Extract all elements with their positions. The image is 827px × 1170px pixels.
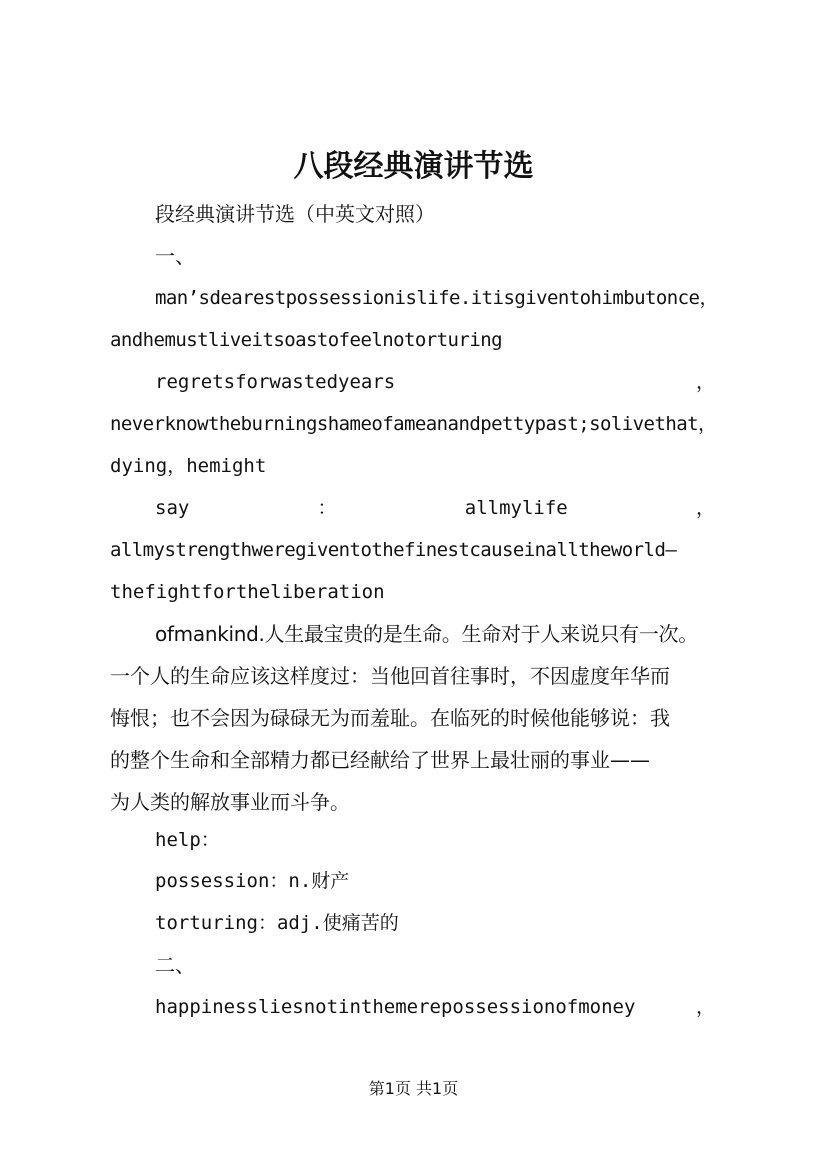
section-1-comma: ， [695,497,715,519]
section-1-number: 一、 [155,244,195,268]
section-1-en-line-5: dying，hemight [110,455,267,477]
subtitle: 段经典演讲节选（中英文对照） [155,202,435,226]
section-1-en-line-7: allmystrengthweregiventothefinestcauseinalltheworld— [110,539,677,561]
section-1-en-line-2: andhemustliveitsoastofeelnotorturing [110,329,503,351]
help-label: help： [155,829,220,851]
section-1-zh-line-3: 的整个生命和全部精力都已经献给了世界上最壮丽的事业—— [110,748,650,772]
section-1-en-line-4: neverknowtheburningshameofameanandpettypast;solivethat， [110,413,717,435]
section-1-colon: ： [317,497,337,519]
section-1-mixed-line: ofmankind.人生最宝贵的是生命。生命对于人来说只有一次。 [155,622,698,646]
page-footer: 第1页 共1页 [368,1079,459,1098]
section-2-en-line-1-text: happinessliesnotinthemerepossessionofmoney [155,996,636,1018]
vocab-torturing: torturing：adj.使痛苦的 [155,912,399,934]
section-1-en-line-3 [155,367,715,397]
section-1-en-line-8: thefightfortheliberation [110,581,385,603]
section-1-allmylife: allmylife [464,497,568,519]
section-1-en-line-6 [155,493,715,523]
section-1-en-line-3-text: regretsforwastedyears [155,371,396,393]
section-1-say: say [155,497,190,519]
section-1-zh-line-1: 一个人的生命应该这样度过：当他回首往事时，不因虚度年华而 [110,664,670,688]
section-2-en-line-1-comma: ， [695,996,715,1018]
section-1-zh-line-4: 为人类的解放事业而斗争。 [110,790,350,814]
section-2-en-line-1 [155,992,715,1022]
section-1-zh-line-2: 悔恨；也不会因为碌碌无为而羞耻。在临死的时候他能够说：我 [110,706,670,730]
document-title: 八段经典演讲节选 [293,149,534,184]
vocab-possession: possession：n.财产 [155,870,350,892]
section-1-en-line-1: man’sdearestpossessionislife.itisgiventohimbutonce， [155,287,718,309]
section-1-en-line-3-comma: ， [695,371,715,393]
section-2-number: 二、 [155,953,195,977]
